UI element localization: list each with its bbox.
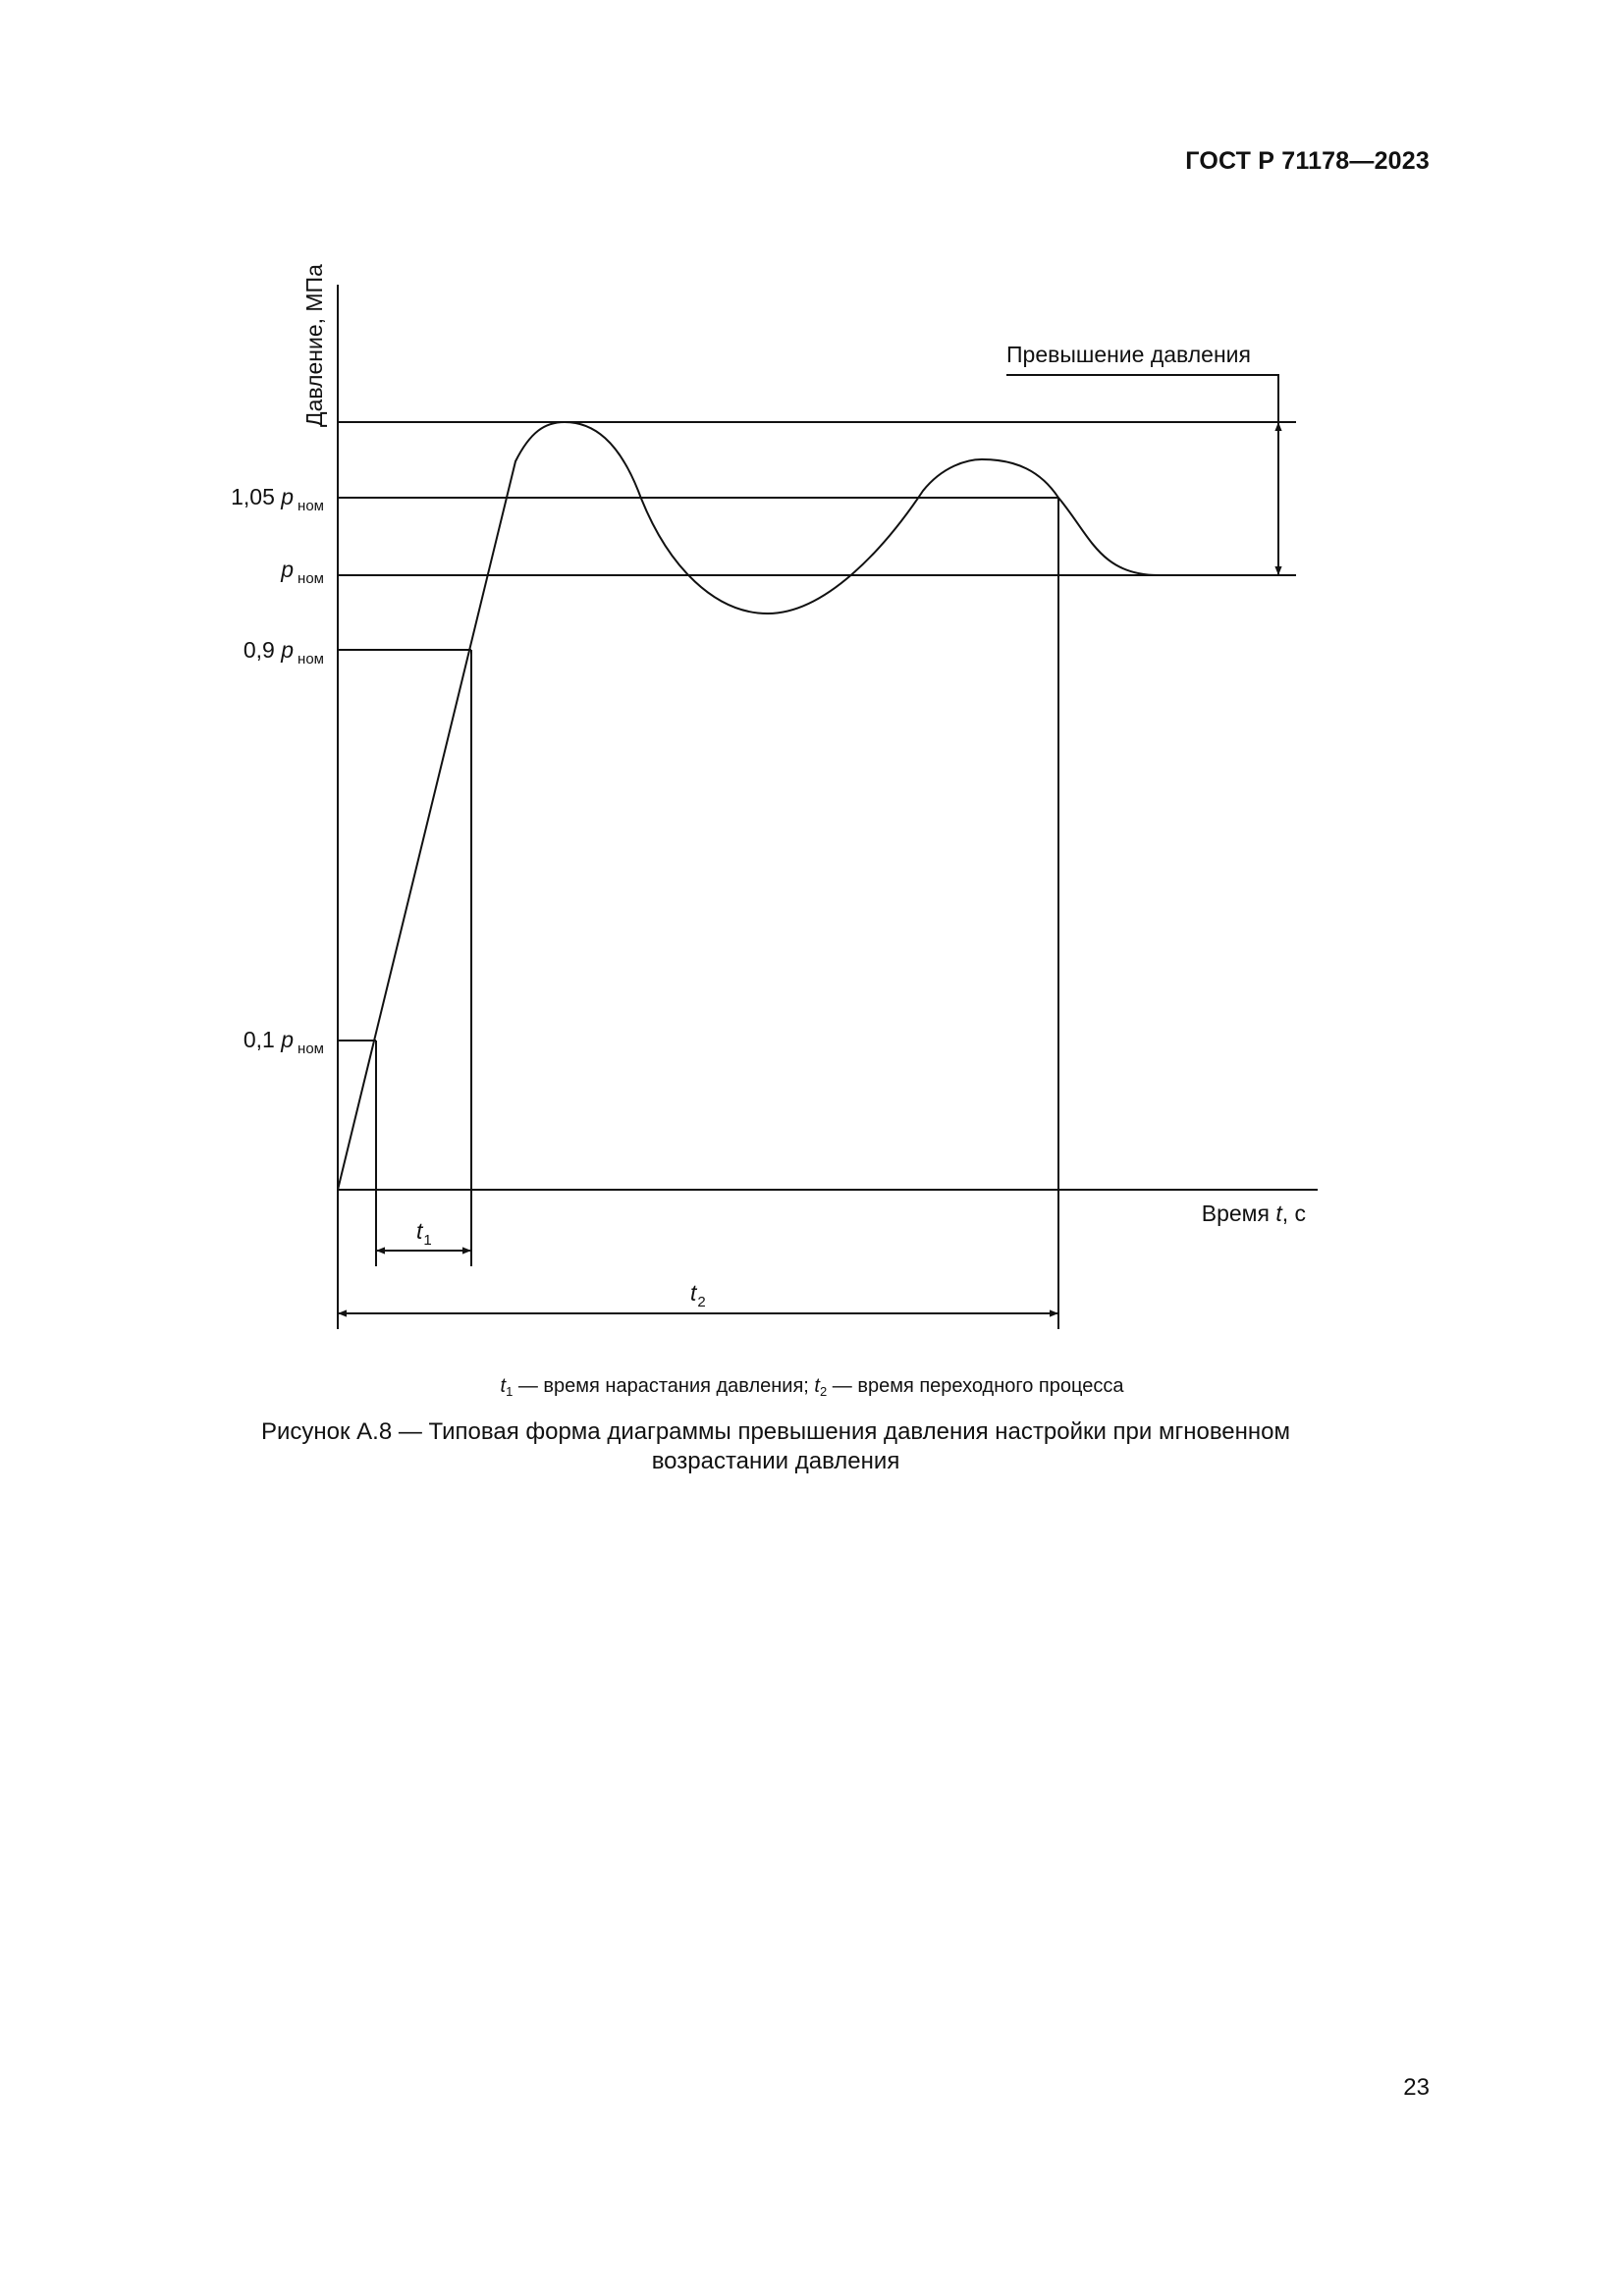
figure-legend	[0, 1375, 1624, 1399]
level-105-label: 1,05 p $_{ном}$	[231, 484, 324, 514]
level-09-label: 0,9 p $_{ном}$	[243, 637, 324, 667]
level-nominal-label: p $_{ном}$	[281, 557, 324, 587]
y-axis-label: Давление, МПа	[301, 264, 327, 427]
t2-label: $t_2$	[690, 1280, 706, 1310]
caption-line-2: возрастании давления	[651, 1448, 900, 1474]
t1-label: $t_1$	[416, 1218, 432, 1249]
legend-t2-var: t	[814, 1375, 820, 1397]
overshoot-leader	[1006, 375, 1278, 422]
overshoot-label: Превышение давления	[1006, 342, 1251, 367]
legend-t2-sub: 2	[819, 1384, 828, 1399]
page-number: 23	[1403, 2074, 1430, 2101]
caption-line-1: Рисунок А.8 — Типовая форма диаграммы превышения давления настройки при мгновенном	[260, 1418, 1291, 1445]
legend-t1-sub: 1	[506, 1384, 514, 1399]
legend-t1-var: t	[500, 1375, 507, 1397]
legend-t1-text: — время нарастания давления;	[513, 1375, 815, 1397]
document-header: ГОСТ Р 71178—2023	[1185, 147, 1430, 175]
legend-t2-text: — время переходного процесса	[827, 1375, 1124, 1397]
level-01-label: 0,1 p $_{ном}$	[243, 1027, 324, 1057]
x-axis-label: Время t, с	[1201, 1201, 1306, 1226]
figure-caption	[226, 1417, 1326, 1476]
pressure-curve	[338, 422, 1168, 1190]
